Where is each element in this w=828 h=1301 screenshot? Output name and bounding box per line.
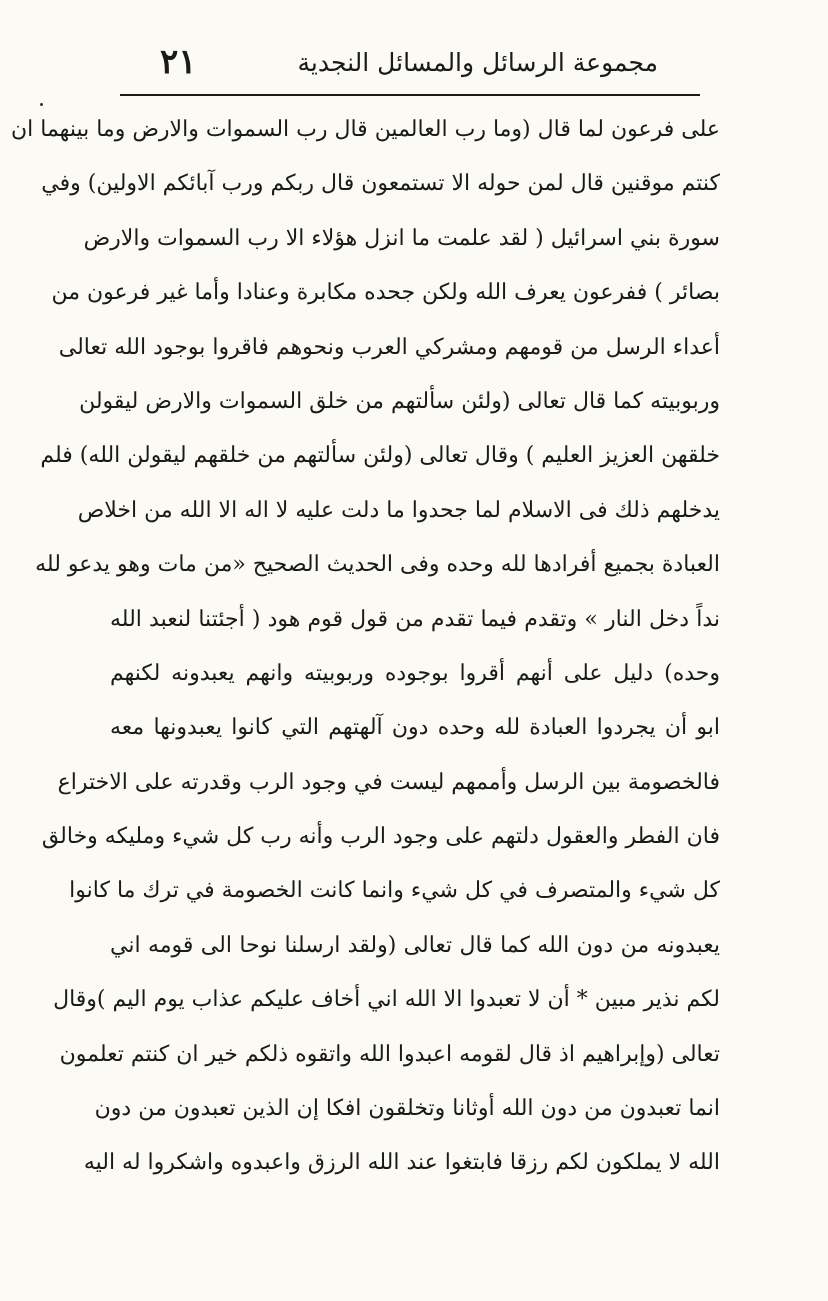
running-title: مجموعة الرسائل والمسائل النجدية [297, 48, 658, 77]
text-line: الله لا يملكون لكم رزقا فابتغوا عند الله الرزق واعبدوه واشكروا له اليه [83, 1150, 720, 1176]
header-divider [120, 94, 700, 96]
text-line: على فرعون لما قال (وما رب العالمين قال رب السموات والارض وما بينهما ان [11, 117, 720, 142]
text-line: العبادة بجميع أفرادها لله وحده وفى الحديث الصحيح «من مات وهو يدعو لله [35, 552, 720, 578]
text-line: يدخلهم ذلك فى الاسلام لما جحدوا ما دلت عليه لا اله الا الله من اخلاص [77, 497, 720, 523]
text-line: وربوبيته كما قال تعالى (ولئن سألتهم من خلق السموات والارض ليقولن [79, 388, 720, 414]
text-line: أعداء الرسل من قومهم ومشركي العرب ونحوهم فاقروا بوجود الله تعالى [58, 334, 720, 360]
page-header [120, 40, 698, 96]
text-line: خلقهن العزيز العليم ) وقال تعالى (ولئن سألتهم من خلقهم ليقولن الله) فلم [40, 443, 720, 469]
text-line: ابو أن يجردوا العبادة لله وحده دون آلهتهم التي كانوا يعبدونها معه [110, 715, 720, 741]
text-line: كل شيء والمتصرف في كل شيء وانما كانت الخصومة في ترك ما كانوا [69, 878, 720, 904]
text-line: فان الفطر والعقول دلتهم على وجود الرب وأنه رب كل شيء ومليكه وخالق [41, 824, 720, 850]
text-line: انما تعبدون من دون الله أوثانا وتخلقون افكا إن الذين تعبدون من دون [94, 1096, 720, 1122]
page-number: ٢١ [160, 42, 197, 82]
text-line: بصائر ) ففرعون يعرف الله ولكن جحده مكابرة وعنادا وأما غير فرعون من [51, 280, 720, 306]
text-line: يعبدونه من دون الله كما قال تعالى (ولقد ارسلنا نوحا الى قومه اني [110, 932, 720, 958]
text-line: وحده) دليل على أنهم أقروا بوجوده وربوبيته وانهم يعبدونه لكنهم [110, 660, 720, 686]
text-line: فالخصومة بين الرسل وأممهم ليست في وجود الرب وقدرته على الاختراع [57, 769, 720, 795]
text-line: لكم نذير مبين * أن لا تعبدوا الا الله اني أخاف عليكم عذاب يوم اليم )وقال [53, 987, 720, 1013]
body-text [11, 103, 720, 1191]
text-line: تعالى (وإبراهيم اذ قال لقومه اعبدوا الله واتقوه ذلكم خير ان كنتم تعلمون [59, 1041, 720, 1067]
text-line: سورة بني اسرائيل ( لقد علمت ما انزل هؤلاء الا رب السموات والارض [83, 225, 720, 251]
text-line: كنتم موقنين قال لمن حوله الا تستمعون قال ربكم ورب آبائكم الاولين) وفي [41, 171, 720, 197]
text-line: نداً دخل النار » وتقدم فيما تقدم من قول قوم هود ( أجئتنا لنعبد الله [110, 606, 720, 632]
